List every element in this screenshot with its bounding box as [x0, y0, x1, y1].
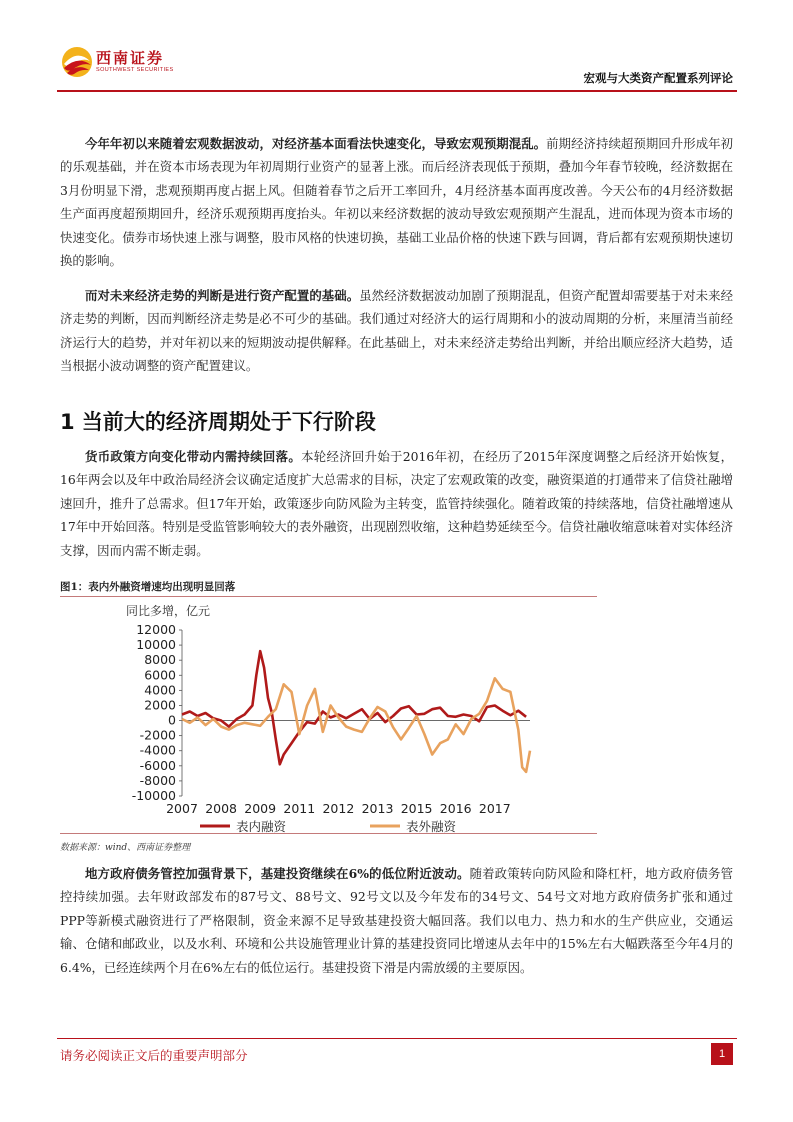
y-tick-label: 10000 [136, 637, 176, 653]
x-tick-label: 2013 [361, 801, 394, 816]
figure-rule-top [60, 596, 597, 597]
y-tick-label: -4000 [139, 742, 176, 758]
paragraph-2-body: 虽然经济数据波动加剧了预期混乱，但资产配置却需要基于对未来经济走势的判断，因而判断经济走势是必不可少的基础。我们通过对经济大的运行周期和小的波动周期的分析，来厘清当前经济运行大的趋势，并对年初以来的短期波动提供解释。在此基础上，对未来经济走势给出判断，并给出顺应经济大趋势，适当根据小波动调整的资产配置建议。 [60, 288, 734, 374]
x-tick-label: 2016 [439, 801, 472, 816]
paragraph-4 [60, 862, 733, 979]
paragraph-2 [60, 284, 733, 378]
y-tick-label: 4000 [144, 682, 176, 698]
report-series-title: 宏观与大类资产配置系列评论 [583, 71, 733, 85]
page-header [0, 0, 793, 100]
x-tick-label: 2009 [244, 801, 277, 816]
x-tick-label: 2007 [166, 801, 198, 816]
company-logo [60, 45, 180, 81]
paragraph-1-lead: 今年年初以来随着宏观数据波动，对经济基本面看法快速变化，导致宏观预期混乱。 [85, 136, 547, 151]
logo-text-en: SOUTHWEST SECURITIES [96, 67, 174, 73]
y-tick-label: 0 [168, 712, 176, 728]
paragraph-3-lead: 货币政策方向变化带动内需持续回落。 [85, 449, 302, 464]
disclaimer-notice: 请务必阅读正文后的重要声明部分 [60, 1048, 248, 1063]
legend-label: 表外融资 [406, 819, 457, 833]
paragraph-4-lead: 地方政府债务管控加强背景下，基建投资继续在6%的低位附近波动。 [85, 866, 470, 881]
series-line-off-balance [182, 678, 530, 772]
paragraph-1 [60, 132, 733, 272]
x-tick-label: 2017 [478, 801, 511, 816]
paragraph-3-body: 本轮经济回升始于2016年初，在经历了2015年深度调整之后经济开始恢复，16年两会以及年中政治局经济会议确定适度扩大总需求的目标，决定了宏观政策的改变，融资渠道的打通带来了信贷社融增速回升，推升了总需求。但17年开始，政策逐步向防风险为主转变，监管持续强化。随着政策的持续落地，信贷社融增速从17年中开始回落。特别是受监管影响较大的表外融资，出现剧烈收缩，这种趋势延续至今。信贷社融收缩意味着对实体经济支撑，因而内需不断走弱。 [60, 449, 734, 558]
x-tick-label: 2008 [205, 801, 238, 816]
y-axis-label: 同比多增，亿元 [126, 604, 211, 618]
y-tick-label: -2000 [139, 727, 176, 743]
x-tick-label: 2011 [283, 801, 316, 816]
section-heading: 1 当前大的经济周期处于下行阶段 [60, 410, 376, 434]
paragraph-2-lead: 而对未来经济走势的判断是进行资产配置的基础。 [85, 288, 360, 303]
figure-rule-bottom [60, 833, 597, 834]
page-number: 1 [711, 1043, 733, 1065]
y-tick-label: 8000 [144, 652, 176, 668]
footer-divider [57, 1038, 737, 1039]
y-tick-label: -10000 [131, 788, 176, 803]
paragraph-3 [60, 445, 733, 562]
y-tick-label: 6000 [144, 667, 176, 683]
paragraph-1-body: 前期经济持续超预期回升形成年初的乐观基础，并在资本市场表现为年初周期行业资产的显著上涨。而后经济表现低于预期，叠加今年春节较晚，经济数据在3月份明显下滑，悲观预期再度占据上风。但随着春节之后开工率回升，4月经济基本面再度改善。今天公布的4月经济数据生产面再度超预期回升，经济乐观预期再度抬头。年初以来经济数据的波动导致宏观预期产生混乱，进而体现为资本市场的快速变化。债券市场快速上涨与调整，股市风格的快速切换，基础工业品价格的快速下跌与回调，背后都有宏观预期快速切换的影响。 [60, 136, 734, 269]
y-tick-label: 2000 [144, 697, 176, 713]
y-tick-label: -8000 [139, 772, 176, 788]
figure-title: 图1：表内外融资增速均出现明显回落 [60, 581, 236, 593]
logo-mark-icon [60, 45, 94, 79]
x-tick-label: 2012 [322, 801, 355, 816]
logo-text-cn: 西南证券 [96, 49, 165, 67]
header-divider [57, 90, 737, 92]
legend-label: 表内融资 [236, 819, 287, 833]
y-tick-label: -6000 [139, 757, 176, 773]
x-tick-label: 2015 [400, 801, 433, 816]
series-line-on-balance [182, 651, 526, 764]
paragraph-4-body: 随着政策转向防风险和降杠杆，地方政府债务管控持续加强。去年财政部发布的87号文、88号文、92号文以及今年发布的34号文、54号文对地方政府债务扩张和通过PPP等新模式融资进行了严格限制，资金来源不足导致基建投资大幅回落。我们以电力、热力和水的生产供应业，交通运输、仓储和邮政业，以及水利、环境和公共设施管理业计算的基建投资同比增速从去年中的15%左右大幅跌落至今年4月的6.4%，已经连续两个月在6%左右的低位运行。基建投资下滑是内需放缓的主要原因。 [60, 866, 733, 975]
y-tick-label: 12000 [136, 622, 176, 637]
figure-source: 数据来源：wind、西南证券整理 [60, 843, 191, 853]
financing-chart [100, 598, 580, 833]
